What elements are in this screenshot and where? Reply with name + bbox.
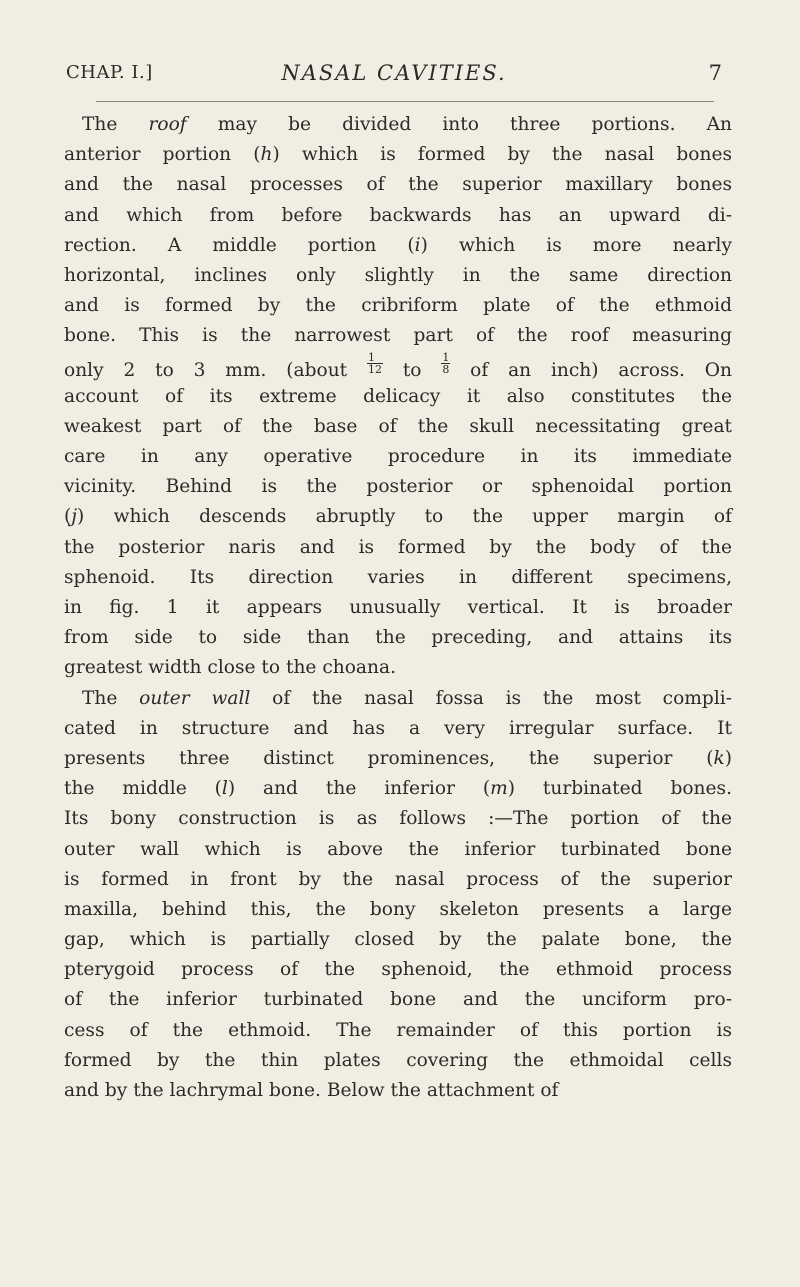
text-run: Its bony construction is as follows :—The portion of the — [64, 808, 732, 830]
text-line — [64, 985, 732, 1015]
text-line — [64, 110, 732, 140]
italic-term: roof — [148, 114, 187, 135]
text-run: and which from before backwards has an upward di- — [64, 204, 732, 226]
text-line — [64, 835, 732, 865]
text-run: vicinity. Behind is the posterior or sphenoidal portion — [64, 476, 732, 498]
text-run: cess of the ethmoid. The remainder of this portion is — [64, 1019, 732, 1041]
fraction-numerator: 1 — [367, 352, 383, 364]
fraction — [441, 352, 450, 375]
text-line — [64, 774, 732, 804]
text-run: ) turbinated bones. — [507, 778, 732, 800]
text-run: pterygoid process of the sphenoid, the ethmoid process — [64, 959, 732, 981]
fraction-denominator: 12 — [368, 362, 382, 376]
italic-term: l — [221, 778, 228, 800]
text-line — [64, 1076, 732, 1106]
text-line — [64, 261, 732, 291]
text-run: maxilla, behind this, the bony skeleton presents a large — [64, 898, 732, 920]
text-run: formed by the thin plates covering the ethmoidal cells — [64, 1049, 732, 1071]
text-run: sphenoid. Its direction varies in different specimens, — [64, 566, 732, 588]
text-run: weakest part of the base of the skull necessitating great — [64, 415, 732, 437]
text-run: cated in structure and has a very irregular surface. It — [64, 717, 732, 739]
fraction-denominator: 8 — [442, 362, 450, 376]
text-run: ( — [64, 506, 72, 528]
text-line — [64, 533, 732, 563]
text-line — [64, 170, 732, 200]
italic-term: k — [713, 747, 725, 769]
text-run: and is formed by the cribriform plate of the ethmoid — [64, 295, 732, 317]
text-line — [64, 653, 732, 683]
text-run: account of its extreme delicacy it also constitutes the — [64, 385, 732, 407]
text-line — [64, 1046, 732, 1076]
text-line — [64, 955, 732, 985]
text-line — [64, 140, 732, 170]
chapter-label: CHAP. I.] — [66, 62, 153, 83]
text-run: The — [82, 114, 149, 135]
running-head — [66, 56, 722, 90]
text-run: bone. This is the narrowest part of the roof measuring — [64, 325, 732, 347]
text-run: ) — [724, 747, 732, 769]
text-run: in fig. 1 it appears unusually vertical. It is broader — [64, 597, 732, 618]
text-run: ) which is formed by the nasal bones — [272, 144, 732, 166]
text-line — [64, 563, 732, 593]
text-run: and by the lachrymal bone. Below the attachment of — [64, 1080, 559, 1101]
italic-term: i — [414, 234, 421, 256]
italic-term: outer wall — [139, 687, 251, 709]
text-line — [64, 231, 732, 261]
text-run: rection. A middle portion ( — [64, 234, 415, 256]
text-run: of the inferior turbinated bone and the unciform pro- — [64, 989, 732, 1011]
text-run: outer wall which is above the inferior turbinated bone — [64, 838, 732, 860]
text-line — [64, 593, 732, 623]
text-run: greatest width close to the choana. — [64, 657, 396, 679]
text-run: of the nasal fossa is the most compli- — [250, 687, 732, 709]
italic-term: m — [490, 778, 508, 800]
text-line — [64, 472, 732, 502]
text-line — [64, 744, 732, 774]
text-line — [64, 1016, 732, 1046]
text-line — [64, 865, 732, 895]
text-line — [64, 804, 732, 834]
text-run: The — [82, 687, 140, 709]
text-run: the middle ( — [64, 778, 222, 800]
text-run: may be divided into three portions. An — [186, 114, 732, 135]
body-text — [64, 110, 732, 1106]
header-rule — [96, 101, 714, 102]
text-run: presents three distinct prominences, the superior ( — [64, 747, 714, 769]
text-run: from side to side than the preceding, and attains its — [64, 627, 732, 649]
text-line — [64, 352, 732, 382]
fraction — [367, 352, 383, 375]
text-run: gap, which is partially closed by the palate bone, the — [64, 929, 732, 951]
text-line — [64, 321, 732, 351]
text-line — [64, 201, 732, 231]
text-line — [64, 895, 732, 925]
page-title: NASAL CAVITIES. — [281, 61, 507, 85]
text-run: of an inch) across. On — [450, 359, 732, 381]
italic-term: j — [71, 506, 78, 528]
text-run: is formed in front by the nasal process of the superior — [64, 868, 732, 890]
page-number: 7 — [708, 61, 722, 85]
text-run: ) which descends abruptly to the upper margin of — [77, 506, 732, 528]
text-run: ) which is more nearly — [420, 234, 732, 256]
text-run: anterior portion ( — [64, 144, 261, 166]
text-run: horizontal, inclines only slightly in the same direction — [64, 264, 732, 286]
text-line — [64, 502, 732, 532]
text-run: the posterior naris and is formed by the body of the — [64, 536, 732, 558]
text-line — [64, 925, 732, 955]
text-line — [64, 382, 732, 412]
text-run: care in any operative procedure in its immediate — [64, 446, 732, 468]
text-line — [64, 442, 732, 472]
text-line — [64, 714, 732, 744]
text-run: only 2 to 3 mm. (about — [64, 359, 367, 381]
text-line — [64, 412, 732, 442]
text-run: ) and the inferior ( — [227, 778, 491, 800]
text-run: and the nasal processes of the superior maxillary bones — [64, 174, 732, 196]
fraction-numerator: 1 — [442, 350, 450, 364]
italic-term: h — [260, 144, 273, 166]
text-run: to — [383, 359, 442, 381]
text-line — [64, 623, 732, 653]
text-line — [64, 684, 732, 714]
text-line — [64, 291, 732, 321]
